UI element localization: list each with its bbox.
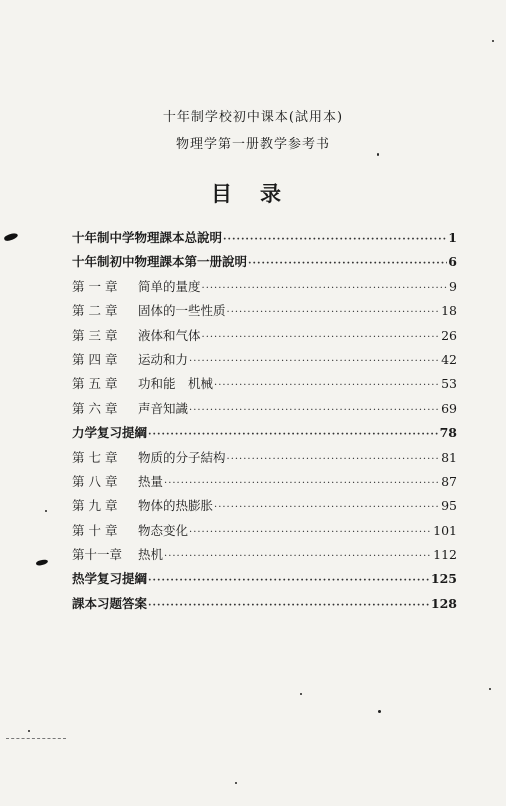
toc-entry-chapter: 第 一 章 [72, 278, 118, 294]
toc-dot-leader [248, 258, 447, 269]
table-of-contents [72, 228, 457, 618]
toc-entry-page: 78 [439, 425, 457, 441]
print-speck [300, 693, 302, 695]
toc-entry-page: 26 [441, 327, 457, 343]
toc-entry-page: 125 [430, 571, 457, 587]
toc-entry-chapter: 第 二 章 [72, 303, 118, 319]
toc-dot-leader [189, 405, 440, 416]
print-speck [489, 688, 491, 690]
toc-entry-page: 69 [441, 400, 457, 416]
toc-entry-chapter: 第 六 章 [72, 400, 118, 416]
toc-entry-page: 18 [441, 303, 457, 319]
print-speck [377, 153, 379, 156]
toc-entry-page: 81 [441, 449, 457, 465]
toc-entry-label: 十年制中学物理課本总說明 [72, 230, 223, 245]
toc-entry-label: 力学复习提綱 [72, 425, 148, 441]
toc-dot-leader [189, 527, 432, 538]
toc-entry [72, 569, 457, 593]
toc-dot-leader [202, 283, 449, 294]
toc-entry-label: 固体的一些性质 [138, 303, 226, 319]
toc-entry-page: 95 [441, 498, 457, 514]
toc-entry-chapter: 第 七 章 [72, 449, 118, 465]
toc-entry-label: 物质的分子結构 [138, 449, 226, 465]
toc-dot-leader [189, 356, 440, 367]
toc-entry-chapter: 第 四 章 [72, 351, 118, 367]
toc-entry [72, 374, 457, 398]
toc-entry-label: 物体的热膨胀 [138, 498, 214, 514]
toc-entry [72, 423, 457, 447]
toc-dot-leader [227, 307, 441, 318]
toc-entry-page: 6 [448, 254, 457, 270]
toc-dot-leader [148, 575, 430, 586]
toc-entry-label: 課本习题答案 [72, 595, 148, 611]
toc-entry [72, 472, 457, 496]
ink-smudge [3, 232, 18, 242]
toc-entry-label: 热量 [138, 473, 164, 489]
toc-entry-page: 128 [430, 595, 457, 611]
toc-dot-leader [164, 478, 440, 489]
toc-heading: 目录 [211, 182, 309, 206]
toc-entry-label: 简单的量度 [138, 278, 201, 294]
toc-dot-leader [214, 502, 440, 513]
toc-entry-label: 运动和力 [138, 351, 189, 367]
toc-dot-leader [164, 551, 432, 562]
toc-entry [72, 301, 457, 325]
toc-dot-leader [202, 332, 441, 343]
toc-entry-chapter: 第 十 章 [72, 522, 118, 538]
toc-entry-chapter: 第 三 章 [72, 327, 118, 343]
print-speck [235, 782, 237, 784]
toc-entry [72, 326, 457, 350]
toc-dot-leader [227, 454, 441, 465]
toc-entry [72, 448, 457, 472]
toc-entry-label: 热机 [138, 547, 164, 563]
toc-entry-page: 112 [433, 547, 457, 563]
toc-dot-leader [214, 380, 440, 391]
toc-dot-leader [223, 234, 447, 245]
print-speck [378, 710, 381, 713]
toc-entry [72, 350, 457, 374]
book-title: 物理学第一册教学参考书 [175, 137, 330, 152]
toc-entry-chapter: 第 八 章 [72, 473, 118, 489]
print-speck [28, 730, 30, 732]
toc-entry [72, 277, 457, 301]
toc-entry-label: 物态变化 [138, 522, 189, 538]
toc-entry [72, 594, 457, 618]
toc-dot-leader [148, 600, 430, 611]
toc-entry-page: 9 [449, 278, 457, 294]
ink-smudge [36, 559, 49, 567]
toc-entry-chapter: 第 九 章 [72, 498, 118, 514]
toc-entry [72, 252, 457, 276]
toc-entry-page: 53 [441, 376, 457, 392]
print-speck [45, 510, 47, 512]
toc-entry [72, 521, 457, 545]
toc-entry-label: 热学复习提綱 [72, 571, 148, 587]
toc-entry [72, 399, 457, 423]
toc-entry-chapter: 第 五 章 [72, 376, 118, 392]
toc-dot-leader [148, 429, 439, 440]
toc-entry-page: 1 [448, 230, 457, 245]
toc-entry-label: 功和能 机械 [138, 376, 214, 392]
page-scribble [6, 738, 66, 739]
toc-entry-page: 42 [441, 351, 457, 367]
toc-entry-page: 87 [441, 473, 457, 489]
toc-entry [72, 545, 457, 569]
toc-entry-chapter: 第十一章 [72, 547, 123, 563]
toc-entry-label: 十年制初中物理課本第一册說明 [72, 254, 248, 270]
toc-entry [72, 496, 457, 520]
book-series-title: 十年制学校初中课本(試用本) [162, 110, 344, 125]
toc-entry-page: 101 [433, 522, 457, 538]
toc-entry-label: 液体和气体 [138, 327, 201, 343]
toc-entry-label: 声音知識 [138, 400, 189, 416]
toc-entry [72, 228, 457, 252]
print-speck [492, 40, 494, 42]
